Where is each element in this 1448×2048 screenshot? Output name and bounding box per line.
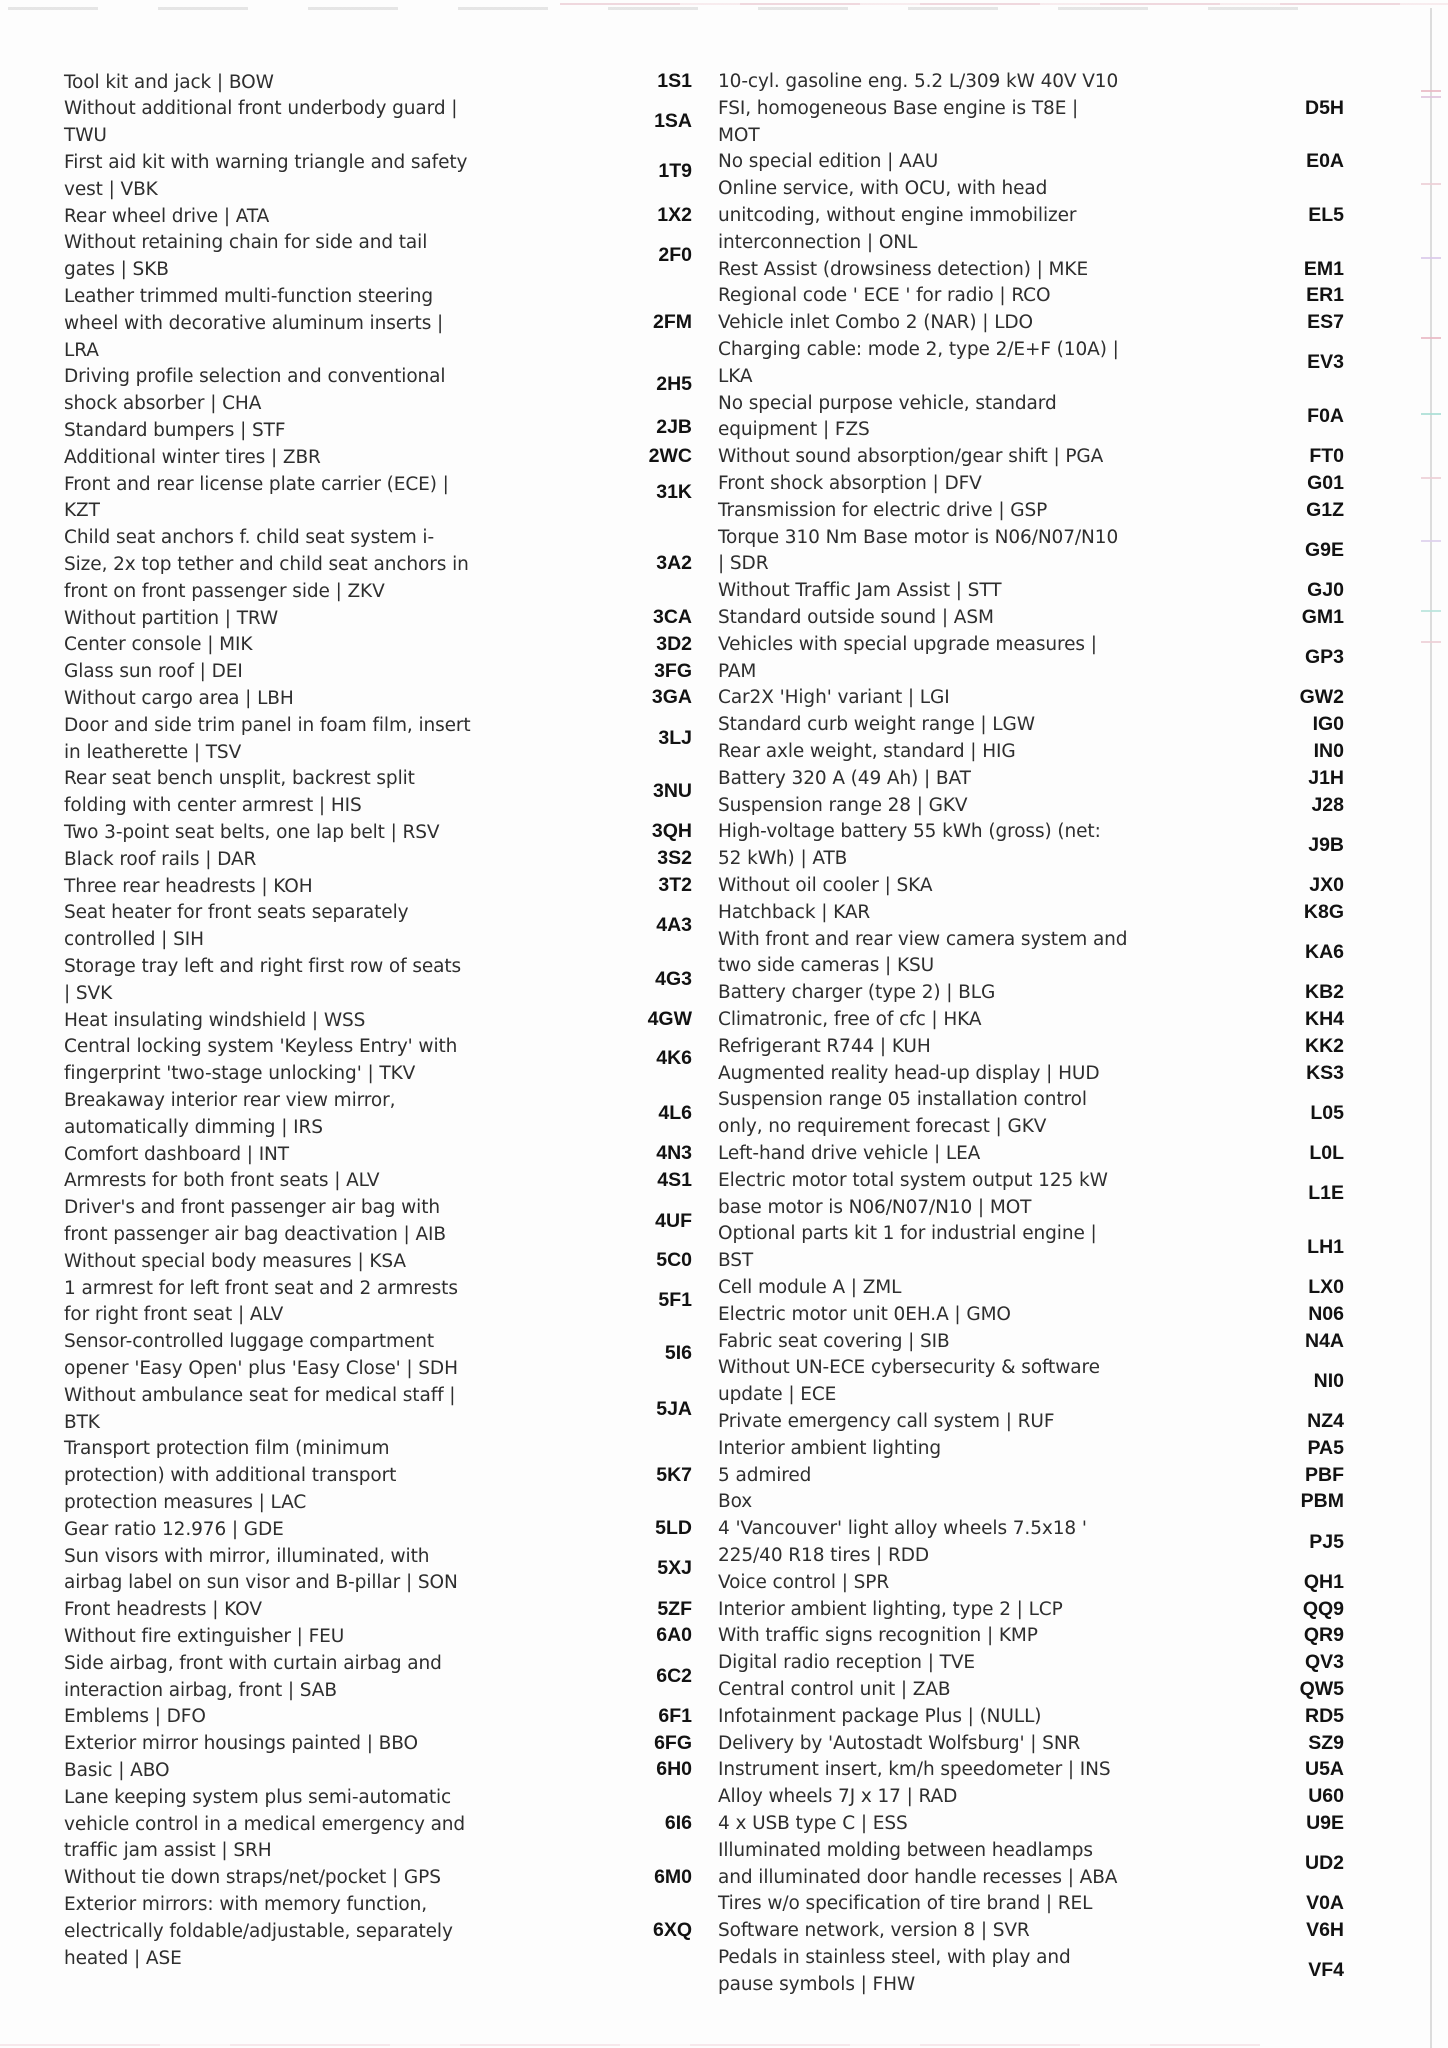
pr-code: SZ9 — [1308, 1731, 1344, 1754]
left-list-line: Black roof rails | DAR — [64, 848, 257, 870]
left-list-line: BTK — [64, 1411, 100, 1433]
pr-code: QQ9 — [1302, 1597, 1344, 1620]
pr-code: EL5 — [1308, 204, 1344, 226]
pr-code: 1T9 — [658, 159, 692, 182]
right-list-line: Transmission for electric drive | GSP — [718, 499, 1048, 521]
right-list-line: Software network, version 8 | SVR — [718, 1920, 1030, 1942]
left-list-line: Without retaining chain for side and tail — [64, 232, 428, 254]
scan-artifact-top-gray-line — [8, 7, 1338, 10]
right-list-line: Alloy wheels 7J x 17 | RAD — [718, 1786, 958, 1808]
left-list-line: Standard bumpers | STF — [64, 419, 286, 441]
right-list-line: Front shock absorption | DFV — [718, 473, 982, 494]
pr-code: J9B — [1308, 833, 1344, 856]
left-list-line: Comfort dashboard | INT — [64, 1143, 289, 1165]
left-list-line: | SVK — [64, 982, 113, 1004]
pr-code: LH1 — [1307, 1235, 1344, 1258]
right-list-line: Charging cable: mode 2, type 2/E+F (10A) | — [718, 339, 1119, 360]
left-list-line: Without cargo area | LBH — [64, 687, 294, 709]
left-list-line: Size, 2x top tether and child seat anchors in — [64, 553, 469, 575]
right-list-line: Car2X 'High' variant | LGI — [718, 687, 950, 709]
pr-code: 3GA — [651, 686, 692, 709]
right-list-line: Tires w/o specification of tire brand | REL — [718, 1893, 1093, 1915]
pr-code: L05 — [1310, 1101, 1344, 1124]
scan-registration-tick — [1421, 477, 1441, 479]
left-list-line: front on front passenger side | ZKV — [64, 580, 385, 602]
pr-code: 4GW — [647, 1008, 692, 1030]
scan-registration-tick — [1421, 90, 1441, 92]
left-list-line: Rear seat bench unsplit, backrest split — [64, 768, 415, 790]
pr-code: K8G — [1303, 900, 1344, 923]
pr-code: U9E — [1306, 1812, 1344, 1834]
left-list-line: Front headrests | KOV — [64, 1599, 262, 1621]
left-list-line: controlled | SIH — [64, 929, 204, 951]
pr-code: D5H — [1304, 96, 1344, 119]
right-list-line: Standard outside sound | ASM — [718, 607, 994, 628]
pr-code: 3LJ — [658, 726, 692, 749]
right-list-line: Without sound absorption/gear shift | PGA — [718, 446, 1104, 468]
left-list-line: electrically foldable/adjustable, separately — [64, 1920, 453, 1942]
pr-code: N4A — [1304, 1329, 1344, 1352]
pr-code: GP3 — [1304, 646, 1344, 669]
pr-code: 3FG — [654, 659, 692, 682]
pr-code: NZ4 — [1307, 1410, 1344, 1432]
left-list-line: airbag label on sun visor and B-pillar | SON — [64, 1572, 458, 1594]
pr-code: 3D2 — [656, 632, 692, 655]
pr-code: U5A — [1304, 1758, 1344, 1781]
pr-code: 6M0 — [654, 1865, 692, 1888]
pr-code: 4S1 — [657, 1168, 692, 1191]
pr-code: GJ0 — [1307, 579, 1344, 602]
pr-code: 2FM — [653, 311, 692, 334]
right-list-line: 225/40 R18 tires | RDD — [718, 1545, 929, 1566]
pr-code: PBF — [1305, 1463, 1344, 1486]
scan-artifact-top-pink-line — [560, 3, 1448, 5]
right-list-line: Regional code ' ECE ' for radio | RCO — [718, 285, 1051, 307]
scan-registration-tick — [1421, 413, 1441, 415]
left-list-line: Emblems | DFO — [64, 1706, 206, 1728]
left-list-line: opener 'Easy Open' plus 'Easy Close' | SDH — [64, 1357, 458, 1379]
right-list-line: only, no requirement forecast | GKV — [718, 1116, 1047, 1138]
left-list-line: folding with center armrest | HIS — [64, 795, 362, 817]
right-list-line: Delivery by 'Autostadt Wolfsburg' | SNR — [718, 1732, 1081, 1754]
left-list-line: Gear ratio 12.976 | GDE — [64, 1518, 284, 1540]
pr-code: KS3 — [1306, 1061, 1344, 1084]
pr-code: G9E — [1304, 539, 1344, 561]
pr-code: QH1 — [1303, 1570, 1344, 1593]
left-list-line: Exterior mirror housings painted | BBO — [64, 1733, 418, 1755]
pr-code: 5C0 — [656, 1249, 692, 1272]
right-list-line: Augmented reality head-up display | HUD — [718, 1062, 1100, 1084]
left-list-line: Door and side trim panel in foam film, insert — [64, 714, 471, 736]
pr-code: ES7 — [1307, 311, 1344, 334]
left-list-line: Side airbag, front with curtain airbag and — [64, 1652, 442, 1674]
left-list-line: shock absorber | CHA — [64, 393, 262, 415]
pr-code: QR9 — [1303, 1624, 1344, 1647]
left-list-line: Two 3-point seat belts, one lap belt | RSV — [64, 821, 440, 843]
left-list-line: Without additional front underbody guard | — [64, 98, 458, 120]
pr-code: GW2 — [1299, 686, 1344, 709]
right-list-line: Fabric seat covering | SIB — [718, 1330, 950, 1352]
right-list-line: Instrument insert, km/h speedometer | INS — [718, 1759, 1111, 1781]
right-list-line: Hatchback | KAR — [718, 901, 871, 923]
pr-code: 3T2 — [658, 874, 692, 896]
pr-code: QV3 — [1304, 1651, 1344, 1674]
right-list-line: Electric motor total system output 125 kW — [718, 1169, 1108, 1191]
pr-code: 2JB — [656, 415, 692, 438]
right-list-line: Suspension range 28 | GKV — [718, 794, 968, 816]
right-list-line: equipment | FZS — [718, 419, 870, 441]
left-list-line: Sun visors with mirror, illuminated, with — [64, 1545, 430, 1567]
pr-code: KK2 — [1304, 1034, 1344, 1057]
scan-registration-tick — [1421, 337, 1441, 339]
left-list-line: Front and rear license plate carrier (ECE) | — [64, 473, 449, 495]
right-list-line: Without Traffic Jam Assist | STT — [718, 580, 1002, 602]
pr-code: 5K7 — [656, 1463, 692, 1486]
left-list-line: Without ambulance seat for medical staff | — [64, 1384, 456, 1406]
pr-code: G01 — [1307, 472, 1344, 494]
left-list-line: Breakaway interior rear view mirror, — [64, 1089, 396, 1111]
right-list-line: Electric motor unit 0EH.A | GMO — [718, 1303, 1011, 1325]
left-list-line: Driver's and front passenger air bag with — [64, 1197, 440, 1219]
pr-code: L0L — [1309, 1142, 1344, 1164]
pr-code: 3QH — [651, 820, 692, 843]
pr-code: 5LD — [655, 1517, 692, 1540]
left-list-line: Lane keeping system plus semi-automatic — [64, 1786, 452, 1808]
left-list-line: automatically dimming | IRS — [64, 1116, 323, 1138]
right-list-line: Pedals in stainless steel, with play and — [718, 1947, 1071, 1968]
right-list-line: Refrigerant R744 | KUH — [718, 1035, 931, 1057]
left-list-line: wheel with decorative aluminum inserts | — [64, 312, 444, 334]
right-list-line: 5 admired — [718, 1464, 812, 1486]
right-list-line: MOT — [718, 124, 760, 146]
left-list-line: vest | VBK — [64, 178, 158, 200]
pr-code: 5F1 — [658, 1289, 692, 1312]
page-right-border-line — [1430, 8, 1432, 2048]
pr-code: IG0 — [1312, 713, 1344, 736]
pr-code: QW5 — [1299, 1678, 1344, 1700]
right-list-line: and illuminated door handle recesses | ABA — [718, 1866, 1118, 1888]
left-list-line: Without special body measures | KSA — [64, 1250, 406, 1272]
left-list-line: heated | ASE — [64, 1947, 182, 1969]
left-list-line: interaction airbag, front | SAB — [64, 1679, 337, 1701]
pr-code: 6H0 — [656, 1758, 692, 1781]
right-list-line: 52 kWh) | ATB — [718, 848, 848, 870]
scan-registration-tick — [1421, 641, 1441, 643]
pr-code: KA6 — [1304, 941, 1344, 963]
pr-code: V6H — [1306, 1919, 1344, 1942]
pr-code: GM1 — [1301, 606, 1344, 628]
right-list-line: Interior ambient lighting — [718, 1437, 941, 1459]
pr-code: 4K6 — [656, 1046, 692, 1069]
left-list-line: Driving profile selection and conventional — [64, 366, 446, 388]
right-list-line: Voice control | SPR — [718, 1571, 890, 1593]
pr-code: 3S2 — [657, 847, 692, 870]
right-list-line: Standard curb weight range | LGW — [718, 714, 1035, 736]
right-list-line: Torque 310 Nm Base motor is N06/N07/N10 — [718, 526, 1119, 548]
scan-registration-tick — [1421, 257, 1441, 259]
left-list-line: LRA — [64, 339, 99, 361]
pr-code: FT0 — [1309, 445, 1344, 468]
pr-code: 1X2 — [657, 204, 692, 226]
pr-code: G1Z — [1306, 498, 1344, 521]
pr-code: N06 — [1308, 1302, 1344, 1325]
pr-code: UD2 — [1304, 1852, 1344, 1875]
pr-code: JX0 — [1309, 874, 1344, 896]
right-list-line: | SDR — [718, 553, 769, 575]
pr-code: 3NU — [652, 780, 692, 803]
pr-code: 5XJ — [657, 1557, 692, 1580]
right-list-line: Optional parts kit 1 for industrial engine | — [718, 1223, 1097, 1245]
scan-registration-tick — [1421, 610, 1441, 612]
pr-code: 6FG — [654, 1731, 692, 1754]
left-list-line: Storage tray left and right first row of seats — [64, 955, 462, 977]
left-list-line: First aid kit with warning triangle and safety — [64, 151, 468, 173]
left-list-line: Seat heater for front seats separately — [64, 902, 409, 924]
right-list-line: interconnection | ONL — [718, 231, 918, 253]
left-list-line: Child seat anchors f. child seat system i- — [64, 527, 435, 549]
left-list-line: Without tie down straps/net/pocket | GPS — [64, 1867, 441, 1889]
right-list-line: Central control unit | ZAB — [718, 1679, 951, 1700]
pr-code: KH4 — [1304, 1008, 1344, 1030]
right-list-line: Cell module A | ZML — [718, 1277, 902, 1298]
pr-code: KB2 — [1304, 981, 1344, 1004]
left-list-line: Leather trimmed multi-function steering — [64, 285, 433, 307]
pr-code: 31K — [656, 481, 692, 504]
pr-code: 5I6 — [664, 1341, 692, 1364]
right-list-line: Left-hand drive vehicle | LEA — [718, 1143, 981, 1164]
right-list-line: unitcoding, without engine immobilizer — [718, 205, 1077, 226]
left-list-line: Exterior mirrors: with memory function, — [64, 1893, 428, 1915]
left-list-line: Without fire extinguisher | FEU — [64, 1625, 345, 1647]
left-list-line: for right front seat | ALV — [64, 1304, 284, 1326]
scan-registration-tick — [1421, 96, 1441, 98]
left-list-line: vehicle control in a medical emergency and — [64, 1813, 466, 1835]
pr-code: 1SA — [654, 110, 692, 133]
pr-code: 2F0 — [658, 244, 692, 267]
pr-code: PBM — [1300, 1490, 1344, 1513]
pr-code: 6A0 — [656, 1624, 692, 1647]
right-list-line: Rear axle weight, standard | HIG — [718, 741, 1016, 762]
right-list-line: pause symbols | FHW — [718, 1973, 916, 1995]
left-list-line: in leatherette | TSV — [64, 741, 242, 763]
left-list-line: gates | SKB — [64, 259, 169, 281]
pr-code: 2H5 — [656, 372, 692, 395]
right-list-line: FSI, homogeneous Base engine is T8E | — [718, 97, 1079, 119]
right-list-line: No special edition | AAU — [718, 151, 939, 173]
pr-code: V0A — [1306, 1892, 1344, 1915]
scan-registration-tick — [1421, 183, 1441, 185]
pr-code: J1H — [1308, 766, 1344, 789]
pr-code: 6C2 — [656, 1664, 692, 1687]
pr-code: 6F1 — [658, 1704, 692, 1727]
left-list-line: Tool kit and jack | BOW — [64, 71, 274, 93]
pr-code: F0A — [1307, 405, 1344, 427]
right-list-line: 4 x USB type C | ESS — [718, 1813, 908, 1834]
left-list-line: Three rear headrests | KOH — [64, 875, 313, 897]
pr-code: NI0 — [1313, 1369, 1344, 1392]
pr-code: L1E — [1308, 1182, 1344, 1205]
left-list-line: fingerprint 'two-stage unlocking' | TKV — [64, 1063, 416, 1085]
right-list-line: Without UN-ECE cybersecurity & software — [718, 1357, 1100, 1379]
pr-code: 4L6 — [658, 1101, 692, 1124]
pr-code: PJ5 — [1309, 1530, 1344, 1553]
right-list-line: Digital radio reception | TVE — [718, 1652, 975, 1674]
right-list-line: Interior ambient lighting, type 2 | LCP — [718, 1598, 1063, 1620]
left-list-line: 1 armrest for left front seat and 2 armrests — [64, 1277, 458, 1299]
left-list-line: Additional winter tires | ZBR — [64, 446, 321, 468]
right-list-line: High-voltage battery 55 kWh (gross) (net: — [718, 821, 1101, 843]
left-list-line: Basic | ABO — [64, 1759, 170, 1781]
right-list-line: 10-cyl. gasoline eng. 5.2 L/309 kW 40V V10 — [718, 71, 1119, 92]
right-list-line: two side cameras | KSU — [718, 955, 935, 977]
left-list-line: Sensor-controlled luggage compartment — [64, 1331, 435, 1353]
left-list-line: protection) with additional transport — [64, 1465, 397, 1487]
pr-code: 4UF — [655, 1210, 692, 1233]
right-list-line: update | ECE — [718, 1384, 837, 1406]
pr-code: 4G3 — [655, 967, 692, 990]
scan-registration-tick — [1421, 540, 1441, 542]
right-list-line: Without oil cooler | SKA — [718, 875, 933, 896]
pr-code: EV3 — [1307, 351, 1344, 374]
pr-code: J28 — [1311, 793, 1344, 816]
right-list-line: 4 'Vancouver' light alloy wheels 7.5x18 ' — [718, 1518, 1087, 1540]
pr-code: LX0 — [1308, 1276, 1344, 1298]
right-list-line: Online service, with OCU, with head — [718, 178, 1048, 200]
right-list-line: Vehicle inlet Combo 2 (NAR) | LDO — [718, 312, 1034, 334]
pr-code: 3CA — [652, 606, 692, 628]
right-list-line: With front and rear view camera system and — [718, 928, 1128, 950]
pr-code: 4N3 — [656, 1142, 692, 1164]
right-list-line: Infotainment package Plus | (NULL) — [718, 1705, 1042, 1727]
right-list-line: Battery charger (type 2) | BLG — [718, 982, 996, 1004]
pr-code: IN0 — [1313, 740, 1344, 762]
right-list-line: base motor is N06/N07/N10 | MOT — [718, 1196, 1032, 1218]
left-list-line: Glass sun roof | DEI — [64, 661, 243, 683]
left-list-line: Armrests for both front seats | ALV — [64, 1170, 380, 1192]
pr-code: U60 — [1308, 1785, 1344, 1808]
pr-code: 3A2 — [656, 552, 692, 575]
right-list-line: With traffic signs recognition | KMP — [718, 1625, 1038, 1647]
pr-code: 4A3 — [656, 914, 692, 937]
right-list-line: Suspension range 05 installation control — [718, 1089, 1087, 1111]
left-list-line: protection measures | LAC — [64, 1491, 307, 1513]
pr-code: E0A — [1306, 150, 1344, 173]
pr-code: PA5 — [1307, 1436, 1344, 1459]
pr-code: VF4 — [1308, 1959, 1344, 1982]
left-list-line: Central locking system 'Keyless Entry' with — [64, 1036, 458, 1058]
right-list-line: BST — [718, 1250, 754, 1272]
left-list-line: front passenger air bag deactivation | AIB — [64, 1223, 446, 1245]
pr-code: 2WC — [648, 445, 692, 468]
right-list-line: Vehicles with special upgrade measures | — [718, 633, 1097, 655]
pr-code: 6XQ — [652, 1919, 692, 1942]
left-list-line: Heat insulating windshield | WSS — [64, 1009, 366, 1031]
left-list-line: Without partition | TRW — [64, 607, 279, 629]
scan-artifact-bottom-pink-line — [0, 2044, 1260, 2046]
left-list-line: Rear wheel drive | ATA — [64, 205, 270, 227]
right-list-line: Box — [718, 1491, 753, 1513]
pr-code: ER1 — [1306, 284, 1344, 307]
left-list-line: traffic jam assist | SRH — [64, 1840, 272, 1862]
pr-code: 1S1 — [657, 70, 692, 92]
pr-code: 5ZF — [657, 1597, 692, 1620]
right-list-line: Illuminated molding between headlamps — [718, 1839, 1093, 1861]
pr-code: 5JA — [656, 1397, 692, 1420]
right-list-line: No special purpose vehicle, standard — [718, 392, 1057, 414]
left-list-line: Center console | MIK — [64, 634, 253, 656]
right-list-line: PAM — [718, 660, 757, 682]
pr-code: RD5 — [1304, 1704, 1344, 1727]
left-list-line: TWU — [64, 125, 107, 147]
right-list-line: Battery 320 A (49 Ah) | BAT — [718, 767, 971, 789]
right-list-line: LKA — [718, 365, 753, 387]
pr-code: 6I6 — [664, 1812, 692, 1834]
right-list-line: Climatronic, free of cfc | HKA — [718, 1009, 982, 1030]
left-list-line: Transport protection film (minimum — [64, 1438, 390, 1460]
right-list-line: Rest Assist (drowsiness detection) | MKE — [718, 258, 1089, 280]
left-list-line: KZT — [64, 500, 100, 522]
pr-code: EM1 — [1303, 257, 1344, 280]
right-list-line: Private emergency call system | RUF — [718, 1411, 1055, 1432]
